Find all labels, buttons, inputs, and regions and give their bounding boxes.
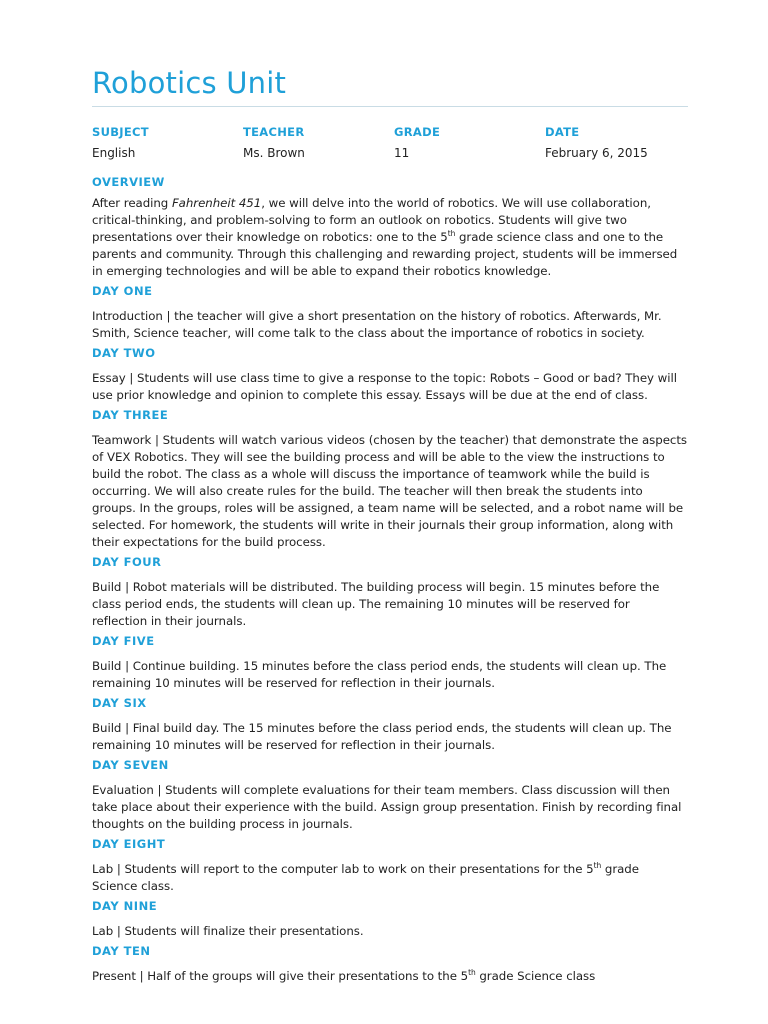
section-overview [92,174,688,280]
subject-label: SUBJECT [92,125,149,139]
section-body: Build | Final build day. The 15 minutes before the class period ends, the students will clean up. The remaining 10 minutes will be reserved for reflection in their journals. [92,721,672,752]
section-body: Introduction | the teacher will give a short presentation on the history of robotics. Afterwards, Mr. Smith, Science teacher, will come talk to the class about the importance of robotics in society. [92,309,662,340]
section-body [92,968,688,985]
section-day-four [92,554,688,630]
section-day-two [92,345,688,404]
section-day-three [92,407,688,551]
section-body [92,861,688,895]
section-heading: DAY TEN [92,944,151,958]
teacher-value: Ms. Brown [243,146,305,160]
overview-text-start: After reading [92,196,172,210]
metadata-row [92,124,688,164]
day-eight-text-end: grade Science class. [92,862,639,893]
section-heading: DAY NINE [92,899,158,913]
section-body: Build | Continue building. 15 minutes before the class period ends, the students will clean up. The remaining 10 minutes will be reserved for reflection in their journals. [92,659,667,690]
section-body [92,195,688,280]
section-heading: DAY SIX [92,696,147,710]
section-day-one [92,283,688,342]
section-day-eight [92,836,688,895]
subject-value: English [92,146,136,160]
section-body: Teamwork | Students will watch various videos (chosen by the teacher) that demonstrate the aspects of VEX Robotics. They will see the building process and will be able to the view the instructions to build the robot. The class as a whole will discuss the importance of teamwork while the build is occurring. We will also create rules for the build. The teacher will then break the students into groups. In the groups, roles will be assigned, a team name will be selected, and a robot name will be selected. For homework, the students will write in their journals their group information, along with their expectations for the build process. [92,433,688,549]
day-ten-text-start: Present | Half of the groups will give their presentations to the 5 [92,969,469,983]
date-value: February 6, 2015 [545,146,648,160]
grade-value: 11 [394,146,410,160]
section-heading: DAY TWO [92,346,156,360]
section-body: Essay | Students will use class time to give a response to the topic: Robots – Good or bad? They will use prior knowledge and opinion to complete this essay. Essays will be due at the end of class. [92,371,677,402]
overview-text-end: grade science class and one to the parents and community. Through this challenging and rewarding project, students will be immersed in emerging technologies and will be able to expand their robotics knowledge. [92,230,678,278]
lesson-sections [92,174,688,988]
section-heading: DAY THREE [92,408,169,422]
section-day-five [92,633,688,692]
section-day-nine [92,898,688,940]
ordinal-suffix: th [447,229,456,238]
section-day-ten [92,943,688,985]
meta-grade [394,124,440,161]
section-heading: OVERVIEW [92,175,165,189]
section-heading: DAY FIVE [92,634,155,648]
section-day-seven [92,757,688,833]
ordinal-suffix: th [468,968,476,977]
overview-text-middle: , we will delve into the world of robotics. We will use collaboration, critical-thinking, and problem-solving to form an outlook on robotics. Students will give two presentations over their knowledge on robotics: one to the 5 [92,196,651,244]
section-day-six [92,695,688,754]
meta-date [545,124,648,161]
document-title: Robotics Unit [92,66,287,100]
date-label: DATE [545,125,580,139]
ordinal-suffix: th [593,861,602,870]
title-divider [92,106,688,107]
section-body: Build | Robot materials will be distributed. The building process will begin. 15 minutes before the class period ends, the students will clean up. The remaining 10 minutes will be reserved for reflection in their journals. [92,580,660,628]
day-eight-text-start: Lab | Students will report to the computer lab to work on their presentations for the 5 [92,862,594,876]
book-title: Fahrenheit 451 [171,196,262,210]
grade-label: GRADE [394,125,441,139]
meta-subject [92,124,149,161]
day-ten-text-end: grade Science class [475,969,596,983]
section-body: Lab | Students will finalize their presentations. [92,924,364,938]
section-heading: DAY FOUR [92,555,162,569]
teacher-label: TEACHER [243,125,305,139]
section-heading: DAY EIGHT [92,837,166,851]
meta-teacher [243,124,305,161]
section-heading: DAY SEVEN [92,758,169,772]
section-heading: DAY ONE [92,284,153,298]
section-body: Evaluation | Students will complete evaluations for their team members. Class discussion will then take place about their experience with the build. Assign group presentation. Finish by recording final thoughts on the building process in journals. [92,783,682,831]
